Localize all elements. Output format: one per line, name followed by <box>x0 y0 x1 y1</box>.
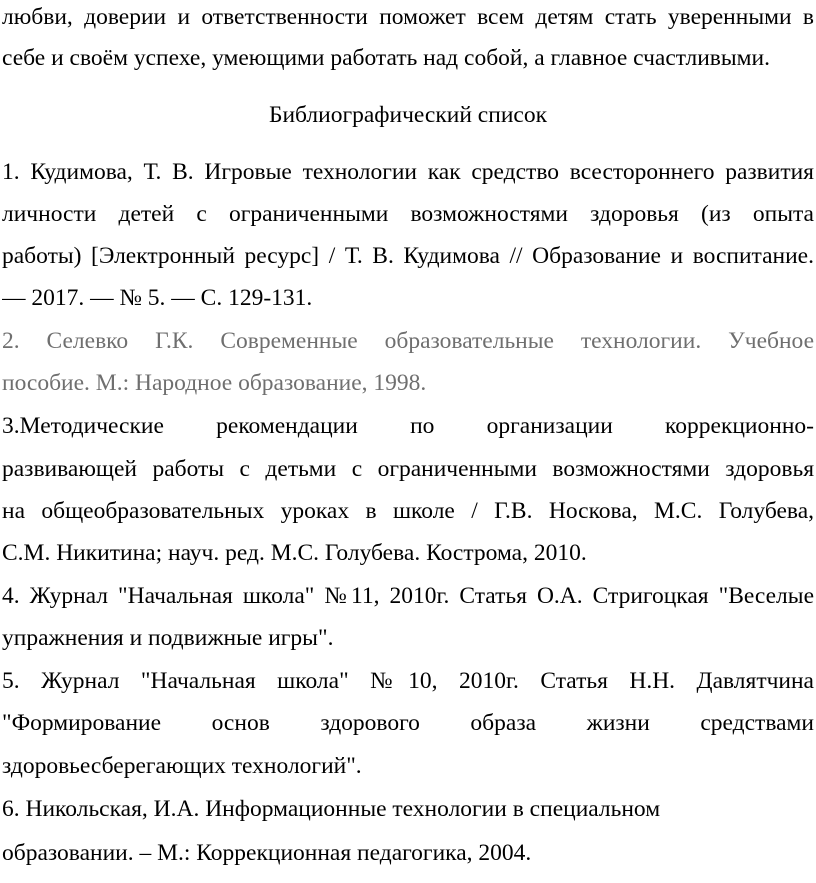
bib-entry-3-line-3: на общеобразовательных уроках в школе / Г.В. Носкова, М.С. Голубева, <box>2 498 814 524</box>
bib-entry-5-line-1: 5. Журнал "Начальная школа" №10, 2010г. Статья Н.Н. Давлятчина <box>2 668 814 694</box>
intro-line-1: любви, доверии и ответственности поможет всем детям стать уверенными в <box>2 4 814 30</box>
bib-entry-1-line-2: личности детей с ограниченными возможностями здоровья (из опыта <box>2 201 814 227</box>
bib-entry-2-line-2: пособие. М.: Народное образование, 1998. <box>2 370 427 396</box>
bib-entry-4-line-1: 4. Журнал "Начальная школа" №11, 2010г. Статья О.А. Стригоцкая "Веселые <box>2 583 814 609</box>
bib-entry-6-line-1: 6. Никольская, И.А. Информационные технологии в специальном <box>2 796 661 822</box>
bib-entry-1-line-1: 1. Кудимова, Т. В. Игровые технологии как средство всестороннего развития <box>2 159 814 185</box>
bib-entry-2-line-1: 2. Селевко Г.К. Современные образовательные технологии. Учебное <box>2 328 814 354</box>
bibliography-heading: Библиографический список <box>268 102 547 128</box>
bib-entry-3-line-1: 3.Методические рекомендации по организации коррекционно- <box>2 413 814 439</box>
bib-entry-4-line-2: упражнения и подвижные игры". <box>2 625 334 651</box>
bib-entry-1-line-4: — 2017. — № 5. — С. 129-131. <box>2 285 313 311</box>
bib-entry-5-line-3: здоровьесберегающих технологий". <box>2 753 362 779</box>
bib-entry-3-line-4: С.М. Никитина; науч. ред. М.С. Голубева. Кострома, 2010. <box>2 540 587 566</box>
intro-line-2: себе и своём успехе, умеющими работать над собой, а главное счастливыми. <box>2 45 770 71</box>
bib-entry-3-line-2: развивающей работы с детьми с ограниченными возможностями здоровья <box>2 456 814 482</box>
bib-entry-5-line-2: "Формирование основ здорового образа жизни средствами <box>2 710 814 736</box>
bib-entry-6-line-2: образовании. – М.: Коррекционная педагогика, 2004. <box>2 840 532 866</box>
bib-entry-1-line-3: работы) [Электронный ресурс] / Т. В. Кудимова // Образование и воспитание. <box>2 243 814 269</box>
